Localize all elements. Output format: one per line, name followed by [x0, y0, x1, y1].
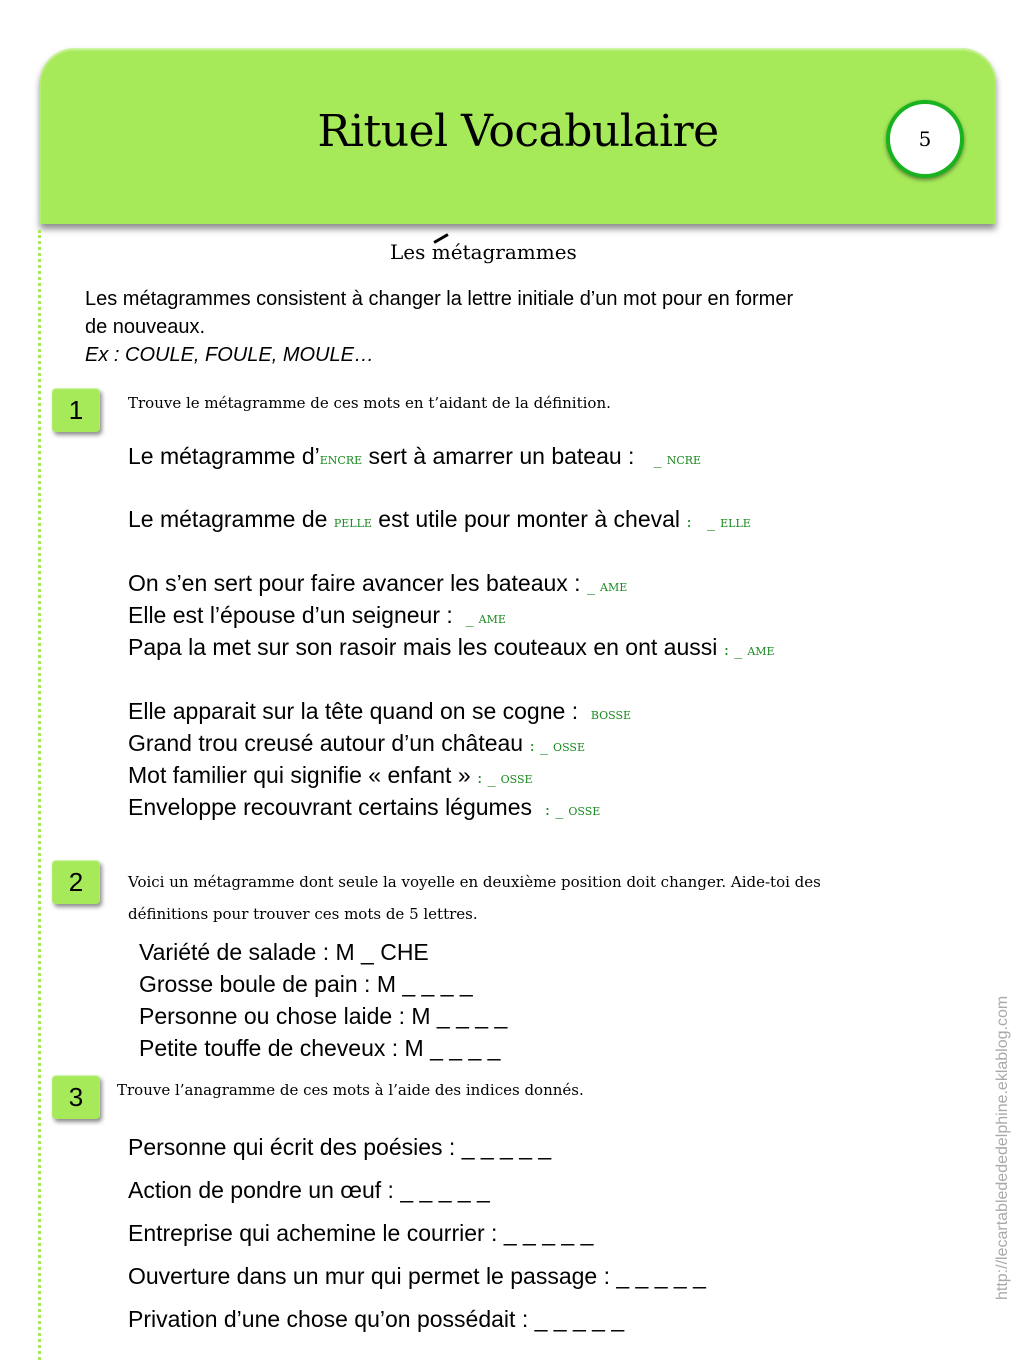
ex1-row-8-answer: : _ osse	[477, 768, 533, 787]
ex3-row-2: Action de pondre un œuf : _ _ _ _ _	[128, 1177, 490, 1203]
ex1-row-4-text: Elle est l’épouse d’un seigneur :	[128, 602, 466, 628]
intro-paragraph	[85, 285, 985, 369]
ex3-row-5: Privation d’une chose qu’on possédait : _ _ _ _ _	[128, 1306, 625, 1332]
ex1-row-1-word: encre	[319, 449, 363, 468]
ex1-row-2-answer: : _ elle	[686, 512, 751, 531]
intro-line-1: Les métagrammes consistent à changer la lettre initiale d’un mot pour en former	[85, 288, 794, 310]
ex1-row-5-text: Papa la met sur son rasoir mais les couteaux en ont aussi	[128, 634, 724, 660]
ex1-row-7	[128, 730, 585, 757]
ex1-row-6	[128, 698, 631, 725]
left-dotted-border	[38, 230, 41, 1360]
ex1-row-3	[128, 570, 627, 597]
ex1-row-1-text: Le métagramme d’	[128, 443, 320, 469]
page-title: Rituel Vocabulaire	[317, 106, 719, 157]
ex1-row-4	[128, 602, 506, 629]
exercise-2-instruction	[128, 866, 821, 930]
ex1-row-5	[128, 634, 775, 661]
ex1-row-1-text2: sert à amarrer un bateau :	[362, 443, 654, 469]
ex2-row-4: Petite touffe de cheveux : M _ _ _ _	[139, 1035, 501, 1061]
section-subtitle: Les métagrammes	[390, 240, 577, 264]
ex1-row-4-answer: _ ame	[465, 608, 506, 627]
exercise-2-number: 2	[52, 860, 100, 904]
ex1-row-6-answer: bosse	[590, 704, 632, 723]
ex2-row-3: Personne ou chose laide : M _ _ _ _	[139, 1003, 508, 1029]
ex1-row-9-answer: : _ osse	[544, 800, 601, 819]
ex3-row-3: Entreprise qui achemine le courrier : _ _ _ _ _	[128, 1220, 594, 1246]
intro-example: Ex : COULE, FOULE, MOULE…	[85, 344, 374, 366]
ex1-row-8-text: Mot familier qui signifie « enfant »	[128, 762, 478, 788]
exercise-1-number: 1	[52, 388, 100, 432]
page-number-badge: 5	[886, 100, 964, 178]
ex1-row-7-text: Grand trou creusé autour d’un château	[128, 730, 530, 756]
ex1-row-7-answer: : _ osse	[529, 736, 585, 755]
ex1-row-5-answer: : _ ame	[723, 640, 775, 659]
exercise-3-number: 3	[52, 1075, 100, 1119]
ex1-row-2-text2: est utile pour monter à cheval	[371, 506, 687, 532]
ex1-row-1	[128, 443, 701, 470]
header-banner	[40, 48, 996, 224]
exercise-1-instruction: Trouve le métagramme de ces mots en t’aidant de la définition.	[128, 394, 611, 412]
ex1-row-1-answer: _ ncre	[653, 449, 702, 468]
ex1-row-2-text: Le métagramme de	[128, 506, 334, 532]
ex1-row-9	[128, 794, 600, 821]
ex2-row-1: Variété de salade : M _ CHE	[139, 939, 429, 965]
watermark-url: http://lecartabledede​delphine.eklablog.com	[994, 995, 1011, 1300]
exercise-2-instruction-line-2: définitions pour trouver ces mots de 5 lettres.	[128, 905, 478, 923]
exercise-2-instruction-line-1: Voici un métagramme dont seule la voyelle en deuxième position doit changer. Aide-toi des	[128, 873, 821, 891]
exercise-3-instruction: Trouve l’anagramme de ces mots à l’aide des indices donnés.	[117, 1081, 584, 1099]
ex1-row-9-text: Enveloppe recouvrant certains légumes	[128, 794, 545, 820]
ex1-row-3-text: On s’en sert pour faire avancer les bateaux :	[128, 570, 587, 596]
ex1-row-6-text: Elle apparait sur la tête quand on se cogne :	[128, 698, 591, 724]
ex2-row-2: Grosse boule de pain : M _ _ _ _	[139, 971, 473, 997]
ex3-row-1: Personne qui écrit des poésies : _ _ _ _ _	[128, 1134, 552, 1160]
ex3-row-4: Ouverture dans un mur qui permet le passage : _ _ _ _ _	[128, 1263, 706, 1289]
ex1-row-8	[128, 762, 533, 789]
intro-line-2: de nouveaux.	[85, 316, 206, 338]
ex1-row-2-word: pelle	[333, 512, 372, 531]
ex1-row-3-answer: _ ame	[586, 576, 628, 595]
ex1-row-2	[128, 506, 751, 533]
